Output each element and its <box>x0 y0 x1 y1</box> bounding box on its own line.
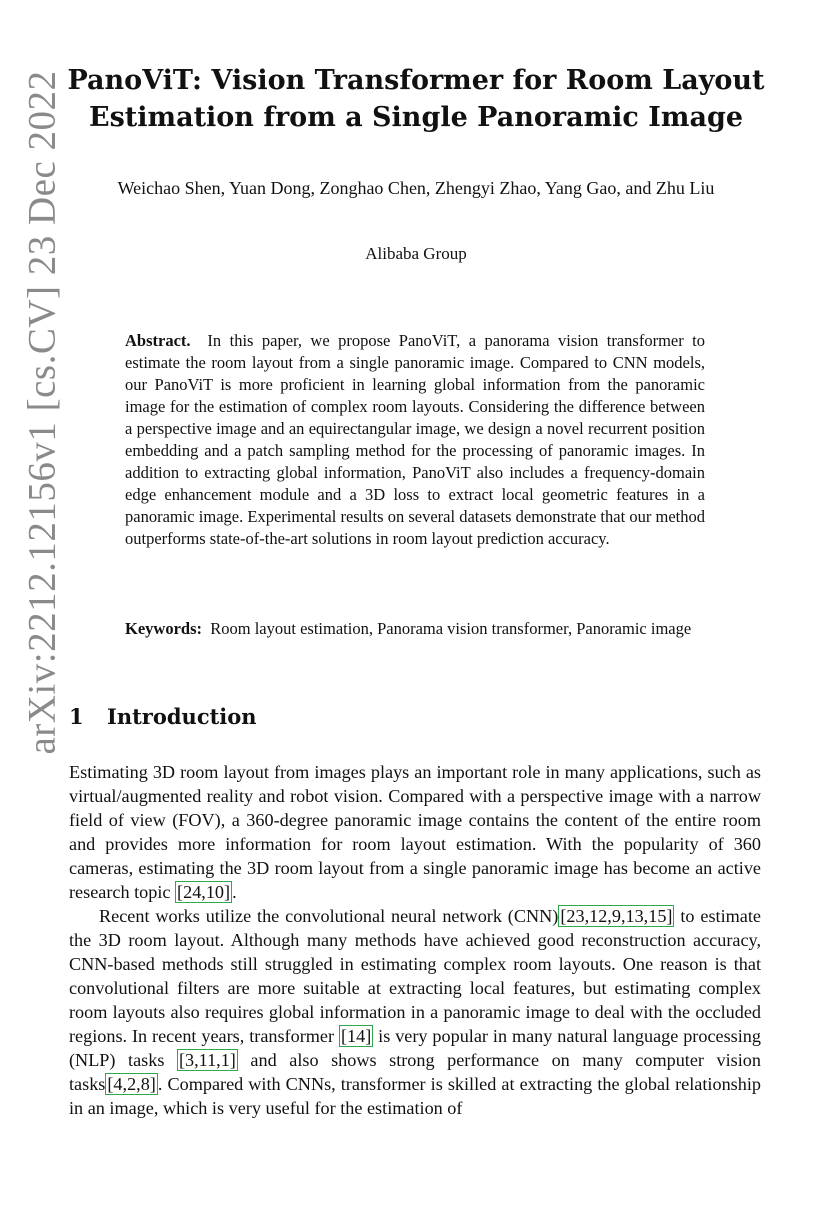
paragraph <box>69 904 761 1120</box>
keywords-label: Keywords: <box>125 619 202 638</box>
paragraph-text: to estimate the 3D room layout. Although many methods have achieved good reconstruction accuracy, CNN-based methods still struggled in estimating complex room layouts. One reason is that convolutional filters are more suitable at extracting local features, but estimating complex room layouts also requires global information in a panoramic image to deal with the occluded regions. In recent years, transformer <box>69 906 761 1046</box>
affiliation: Alibaba Group <box>365 244 467 263</box>
abstract-text: In this paper, we propose PanoViT, a panorama vision transformer to estimate the room layout from a single panoramic image. Compared to CNN models, our PanoViT is more proficient in learning global information from the panoramic image for the estimation of complex room layouts. Considering the difference between a perspective image and an equirectangular image, we design a novel recurrent position embedding and a patch sampling method for the processing of panoramic images. In addition to extracting global information, PanoViT also includes a frequency-domain edge enhancement module and a 3D loss to extract local geometric features in a panoramic image. Experimental results on several datasets demonstrate that our method outperforms state-of-the-art solutions in room layout prediction accuracy. <box>125 331 706 548</box>
section-title: Introduction <box>107 704 257 729</box>
paragraph-text: . <box>232 882 237 902</box>
citation-link[interactable]: [23,12,9,13,15] <box>560 906 673 926</box>
paragraph-text: is very popular in many natural language processing (NLP) tasks <box>69 1026 761 1070</box>
abstract-label: Abstract. <box>125 331 191 350</box>
paragraph-text: Recent works utilize the convolutional neural network (CNN) <box>99 906 559 926</box>
section-heading <box>69 704 257 729</box>
paragraph-text: Estimating 3D room layout from images plays an important role in many applications, such as virtual/augmented reality and robot vision. Compared with a perspective image with a narrow field of view (FOV), a 360-degree panoramic image contains the content of the entire room and provides more information for room layout estimation. With the popularity of 360 cameras, estimating the 3D room layout from a single panoramic image has become an active research topic <box>69 762 761 902</box>
abstract <box>125 330 705 550</box>
citation-link[interactable]: [24,10] <box>177 882 231 902</box>
paragraph-text: and also shows strong performance on many computer vision tasks <box>69 1050 761 1094</box>
paper-title: PanoViT: Vision Transformer for Room Layout Estimation from a Single Panoramic Image <box>67 65 765 133</box>
arxiv-stamp-text: arXiv:2212.12156v1 [cs.CV] 23 Dec 2022 <box>20 69 64 755</box>
paragraph-text: . Compared with CNNs, transformer is skilled at extracting the global relationship in an image, which is very useful for the estimation of <box>69 1074 761 1118</box>
citation-link[interactable]: [14] <box>340 1026 372 1046</box>
paragraph <box>69 760 761 904</box>
arxiv-stamp <box>18 62 66 762</box>
citation-link[interactable]: [3,11,1] <box>178 1050 236 1070</box>
author-list: Weichao Shen, Yuan Dong, Zonghao Chen, Zhengyi Zhao, Yang Gao, and Zhu Liu <box>117 178 715 198</box>
keywords <box>125 618 765 640</box>
keywords-text: Room layout estimation, Panorama vision transformer, Panoramic image <box>210 619 692 638</box>
body-text <box>69 760 761 1120</box>
section-number: 1 <box>69 704 84 729</box>
citation-link[interactable]: [4,2,8] <box>107 1074 156 1094</box>
